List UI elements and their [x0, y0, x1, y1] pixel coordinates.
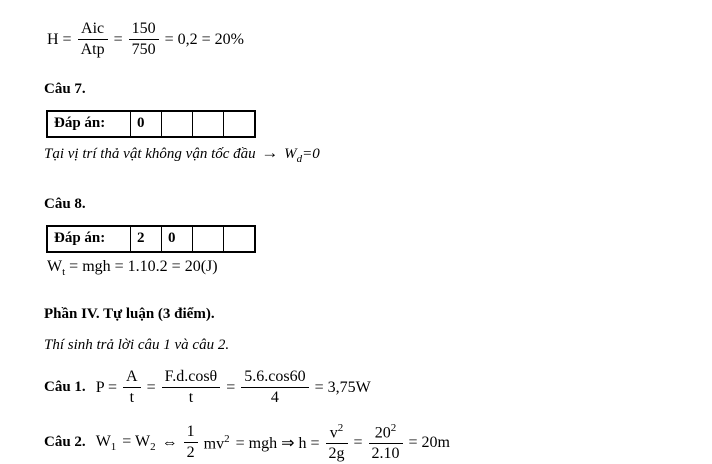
- fraction-denominator: 2: [186, 444, 195, 462]
- mv-symbol: mv: [203, 434, 225, 452]
- fraction-numerator: [369, 422, 403, 445]
- cau1-label: Câu 1.: [44, 379, 86, 396]
- answer-cell: [224, 111, 256, 137]
- fraction-numerator: A: [123, 368, 141, 388]
- formula-cau1: [44, 368, 712, 408]
- fraction-numerator: 150: [129, 20, 159, 40]
- fraction-denominator: 2.10: [371, 445, 400, 463]
- fraction-150-750: [129, 20, 159, 60]
- fraction-denominator: t: [188, 389, 194, 407]
- num-base: 20: [374, 424, 391, 442]
- num-superscript: 2: [390, 421, 397, 434]
- fraction-numerator: [326, 422, 348, 445]
- equals-w: = W: [122, 432, 151, 450]
- fraction-a-t: [123, 368, 141, 408]
- fraction-denominator: 750: [131, 41, 156, 59]
- fraction-aic-atp: [78, 20, 108, 60]
- fraction-v2-2g: [326, 422, 348, 464]
- formula-wt: [47, 258, 712, 278]
- part4-heading: Phần IV. Tự luận (3 điểm).: [44, 305, 215, 322]
- fraction-half: [184, 423, 198, 463]
- formula-efficiency: [47, 20, 712, 60]
- equals-sign: =: [226, 378, 236, 396]
- note-cau7: [44, 143, 712, 165]
- answer-cell: 2: [131, 226, 162, 252]
- equals-sign: =: [113, 30, 123, 48]
- right-arrow-icon: →: [261, 142, 279, 162]
- w1-term: [96, 433, 117, 453]
- mv2-term: [204, 433, 230, 453]
- answer-table-cau8: [46, 225, 256, 253]
- wd-term: [284, 145, 320, 165]
- w-subscript: t: [62, 265, 66, 278]
- part4-instruction: Thí sinh trả lời câu 1 và câu 2.: [44, 336, 230, 353]
- mv-superscript: 2: [224, 432, 230, 445]
- formula-mid: = mgh ⇒ h =: [235, 434, 320, 452]
- formula-result: = 20m: [408, 433, 450, 451]
- w-symbol: W: [284, 145, 297, 162]
- note-text: Tại vị trí thả vật không vận tốc đầu: [44, 145, 256, 162]
- answer-cell: [193, 226, 224, 252]
- cau2-label: Câu 2.: [44, 434, 86, 451]
- fraction-56cos60-4: [241, 368, 308, 408]
- fraction-numerator: 5.6.cos60: [241, 368, 308, 388]
- formula-lhs: H =: [47, 30, 72, 48]
- w-subscript: d: [296, 152, 303, 165]
- v-superscript: 2: [337, 421, 344, 434]
- w-subscript: 2: [150, 440, 156, 453]
- heading-cau8: Câu 8.: [44, 195, 86, 212]
- equals-sign: =: [353, 433, 363, 451]
- formula-rest: = mgh = 1.10.2 = 20(J): [69, 257, 218, 275]
- answer-cell: 0: [131, 111, 162, 137]
- table-row: [47, 111, 255, 137]
- fraction-400-20: [369, 422, 403, 464]
- fraction-fdcos-t: [162, 368, 221, 408]
- fraction-numerator: F.d.cosθ: [162, 368, 221, 388]
- w-symbol: W: [47, 257, 63, 275]
- answer-cell: [162, 111, 193, 137]
- answer-cell: [193, 111, 224, 137]
- answer-cell: [224, 226, 256, 252]
- fraction-numerator: Aic: [78, 20, 108, 40]
- equals-zero: =0: [302, 145, 320, 162]
- answer-table-cau7: [46, 110, 256, 138]
- answer-label: Đáp án:: [47, 226, 131, 252]
- w-subscript: 1: [110, 440, 117, 453]
- answer-label: Đáp án:: [47, 111, 131, 137]
- fraction-denominator: Atp: [80, 41, 105, 59]
- iff-symbol: ⇔: [161, 433, 178, 451]
- answer-cell: 0: [162, 226, 193, 252]
- formula-result: = 3,75W: [314, 378, 371, 396]
- fraction-denominator: 4: [270, 389, 279, 407]
- w-symbol: W: [95, 432, 111, 450]
- formula-result: = 0,2 = 20%: [164, 30, 244, 48]
- v-symbol: v: [329, 424, 338, 442]
- formula-cau2: [44, 422, 712, 464]
- table-row: [47, 226, 255, 252]
- formula-lhs: P =: [95, 378, 118, 396]
- heading-cau7: Câu 7.: [44, 80, 86, 97]
- w2-term: [122, 433, 155, 453]
- fraction-numerator: 1: [184, 423, 198, 443]
- fraction-denominator: t: [129, 389, 135, 407]
- equals-sign: =: [146, 378, 156, 396]
- fraction-denominator: 2g: [328, 445, 345, 463]
- wt-term: [47, 257, 66, 278]
